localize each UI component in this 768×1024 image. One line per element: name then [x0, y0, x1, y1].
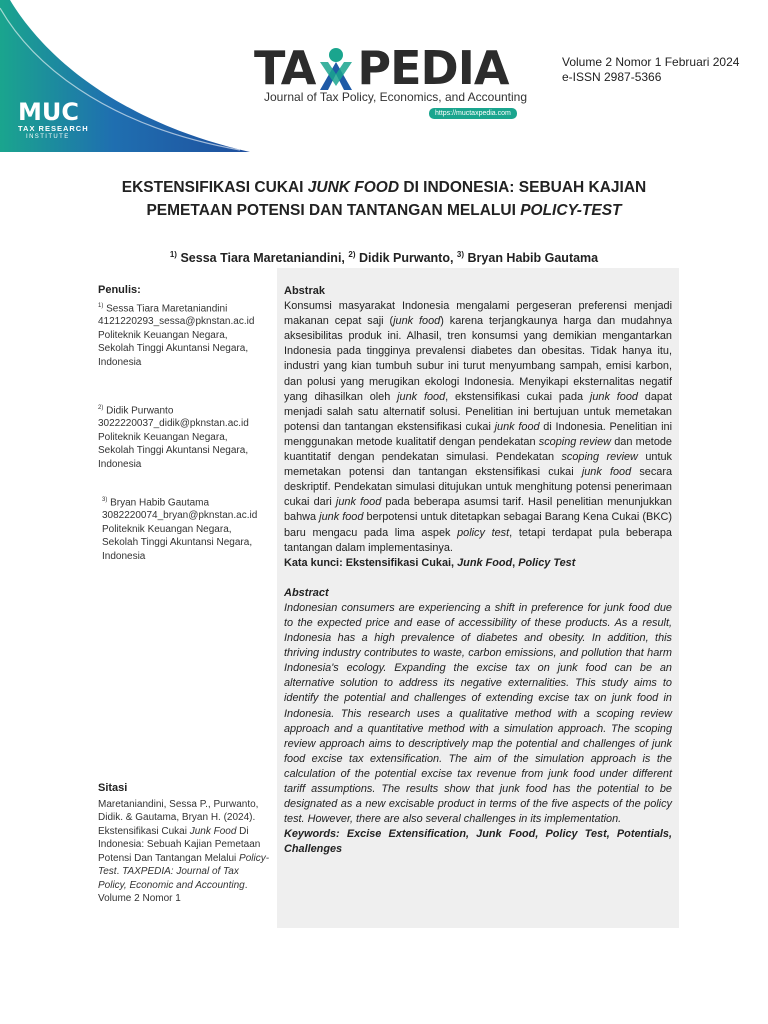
journal-logo — [254, 41, 528, 117]
journal-logo-left: TA — [254, 41, 316, 95]
author-country: Indonesia — [98, 458, 142, 470]
abstrak-part: junk food — [319, 511, 364, 524]
author-name: Bryan Habib Gautama — [110, 496, 210, 508]
kata-kunci — [284, 556, 672, 571]
author-name: Bryan Habib Gautama — [467, 251, 599, 266]
title-text: EKSTENSIFIKASI CUKAI — [121, 179, 308, 196]
keyword-part: Kata kunci: Ekstensifikasi Cukai, — [284, 556, 458, 569]
abstract-box — [277, 268, 679, 928]
citation-part: . Volume 2 Nomor 1 — [98, 879, 248, 904]
publisher-logo-line1: TAX RESEARCH — [18, 124, 89, 133]
author-name: Sessa Tiara Maretaniandini — [106, 302, 228, 314]
author-number: 2) — [348, 250, 356, 259]
volume-line: Volume 2 Nomor 1 Februari 2024 — [562, 55, 740, 69]
journal-tagline: Journal of Tax Policy, Economics, and Accounting — [264, 90, 528, 104]
abstrak-part: untuk memetakan potensi dan tantangan ekstensifikasi cukai — [284, 451, 672, 479]
author-affiliation: Sekolah Tinggi Akuntansi Negara, — [102, 537, 253, 549]
citation-part: Di Indonesia: Sebuah Kajian Pemetaan Potensi Dan Tantangan Melalui — [98, 825, 261, 864]
author-affiliation: Politeknik Keuangan Negara, — [102, 523, 232, 535]
abstrak-part: scoping review — [538, 435, 612, 448]
author-number: 3) — [102, 496, 108, 503]
author-name: Sessa Tiara Maretaniandini — [180, 251, 342, 266]
sidebar — [98, 284, 270, 904]
author-name: Didik Purwanto — [106, 404, 174, 416]
abstrak-part: junk food — [581, 466, 632, 479]
citation-part: Policy-Test — [98, 852, 270, 877]
title-text: DI INDONESIA: SEBUAH KAJIAN — [399, 179, 647, 196]
abstract-heading: Abstract — [284, 586, 329, 599]
abstrak-part: scoping review — [561, 451, 638, 464]
abstrak-part: Konsumsi masyarakat Indonesia mengalami pergeseran preferensi menjadi makanan cepat saji ( — [284, 300, 672, 328]
publisher-logo — [18, 100, 89, 141]
author-email[interactable]: 3082220074_bryan@pknstan.ac.id — [102, 510, 258, 522]
author-country: Indonesia — [98, 356, 142, 368]
sidebar-author — [98, 402, 270, 494]
journal-url-link[interactable]: https://muctaxpedia.com — [429, 108, 517, 119]
title-text: PEMETAAN POTENSI DAN TANTANGAN MELALUI — [146, 202, 521, 219]
author-number: 1) — [169, 250, 177, 259]
author-number: 3) — [456, 250, 465, 259]
title-italic: POLICY-TEST — [520, 202, 622, 219]
abstrak-part: berpotensi untuk ditetapkan sebagai Barang Kena Cukai (BKC) baru mengacu pada lima aspek — [284, 511, 673, 539]
citation-text — [98, 798, 270, 906]
abstrak-part: , ekstensifikasi cukai pada — [445, 390, 590, 403]
sidebar-author — [98, 300, 270, 402]
author-email[interactable]: 3022220037_didik@pknstan.ac.id — [98, 418, 249, 430]
abstrak-part: junk food — [589, 390, 638, 403]
keyword-part: Policy Test — [518, 556, 576, 569]
journal-logo-right: PEDIA — [357, 41, 509, 95]
author-separator: , — [341, 251, 349, 266]
citation-part: Junk Food — [189, 825, 237, 837]
keyword-part: Junk Food — [457, 556, 513, 569]
author-email[interactable]: 4121220293_sessa@pknstan.ac.id — [98, 316, 255, 328]
title-italic: JUNK FOOD — [307, 179, 400, 196]
abstract-body: Indonesian consumers are experiencing a shift in preference for junk food due to the expected price and ease of accessibility of these products. As a result, Indonesia has a high prevalence of diabetes and obesity. In addition, this thriving industry contributes to waste, carbon emissions, and pollution that harm Indonesia's ecology. Expanding the excise tax on junk food can be an alternative solution to address its negative externalities. This study aims to identify the potential and challenges of extending excise tax on junk food in Indonesia. This research uses a qualitative method with a scoping review approach and a quantitative method with a simulation approach. The scoping review approach aims to descriptively map the potential and challenges of junk food excise tax extensification. The aim of the simulation approach is the calculation of the potential excise tax revenue from junk food under different tariff assumptions. The results show that junk food has the potential to be designated as a new excisable product in terms of the five aspects of the policy test. However, there are also several challenges in its implementation. — [284, 601, 672, 826]
publisher-logo-line2: INSTITUTE — [26, 134, 70, 140]
sidebar-author — [98, 494, 270, 564]
abstrak-part: junk food — [494, 420, 540, 433]
citation-part: Maretaniandini, Sessa P., Purwanto, Didik. & Gautama, Bryan H. (2024). Ekstensifikasi Cukai — [98, 798, 259, 837]
abstrak-part: junk food — [397, 390, 446, 403]
author-affiliation: Politeknik Keuangan Negara, — [98, 431, 228, 443]
penulis-label: Penulis: — [98, 284, 141, 296]
author-affiliation: Politeknik Keuangan Negara, — [98, 329, 228, 341]
article-title — [80, 176, 688, 222]
publisher-logo-main: MUC — [18, 98, 79, 126]
abstrak-part: dapat menjadi salah satu alternatif solusi. Penelitian ini bertujuan untuk memetakan potensi dan tantangan ekstensifikasi cukai — [284, 390, 673, 433]
author-name: Didik Purwanto — [358, 251, 450, 266]
abstrak-heading: Abstrak — [284, 285, 325, 297]
journal-logo-x-icon — [316, 46, 356, 90]
author-affiliation: Sekolah Tinggi Akuntansi Negara, — [98, 445, 249, 457]
citation-part: TAXPEDIA: Journal of Tax Policy, Economic and Accounting — [98, 866, 245, 891]
author-line — [60, 250, 708, 265]
author-number: 2) — [98, 404, 104, 411]
abstrak-part: ) karena terjangkaunya harga dan mudahnya aksesibilitas produk ini. Alhasil, tren konsumsi yang demikian mengantarkan Indonesia pada tingginya prevalensi diabetes dan obesitas. Tidak hanya itu, industri yang kian tumbuh subur ini turut menyumbang sampah, emisi karbon, dan polusi yang merugikan ekologi Indonesia. Menyikapi eksternalitas negatif yang dihasilkan oleh — [284, 315, 672, 403]
author-country: Indonesia — [102, 550, 146, 562]
abstrak-part: junk food — [393, 315, 441, 328]
author-separator: , — [449, 251, 457, 266]
keyword-part: , — [512, 556, 519, 569]
volume-info — [562, 55, 739, 85]
abstrak-body — [284, 299, 672, 556]
citation-part: . — [116, 866, 123, 877]
abstrak-part: di Indonesia. Penelitian ini menggunakan metode kualitatif dengan pendekatan — [284, 420, 672, 448]
citation-block — [98, 782, 270, 906]
abstrak-part: secara deskriptif. Pendekatan simulasi ditujukan untuk menghitung potensi penerimaan cukai dari — [284, 466, 673, 509]
abstrak-part: pada beberapa asumsi tarif. Hasil penelitian menunjukkan bahwa — [284, 496, 672, 524]
section-gap — [284, 571, 672, 586]
abstrak-part: policy test — [457, 526, 510, 539]
issn-line: e-ISSN 2987-5366 — [562, 70, 662, 84]
keywords: Keywords: Excise Extensification, Junk Food, Policy Test, Potentials, Challenges — [284, 828, 672, 856]
abstrak-part: , tetapi terdapat pula beberapa tantangan dalam implementasinya. — [284, 526, 672, 554]
author-affiliation: Sekolah Tinggi Akuntansi Negara, — [98, 343, 249, 355]
author-number: 1) — [98, 302, 104, 309]
abstrak-part: dan metode kuantitatif dengan pendekatan simulasi. Pendekatan — [284, 435, 672, 464]
abstrak-part: junk food — [335, 496, 382, 509]
sitasi-label: Sitasi — [98, 782, 128, 794]
